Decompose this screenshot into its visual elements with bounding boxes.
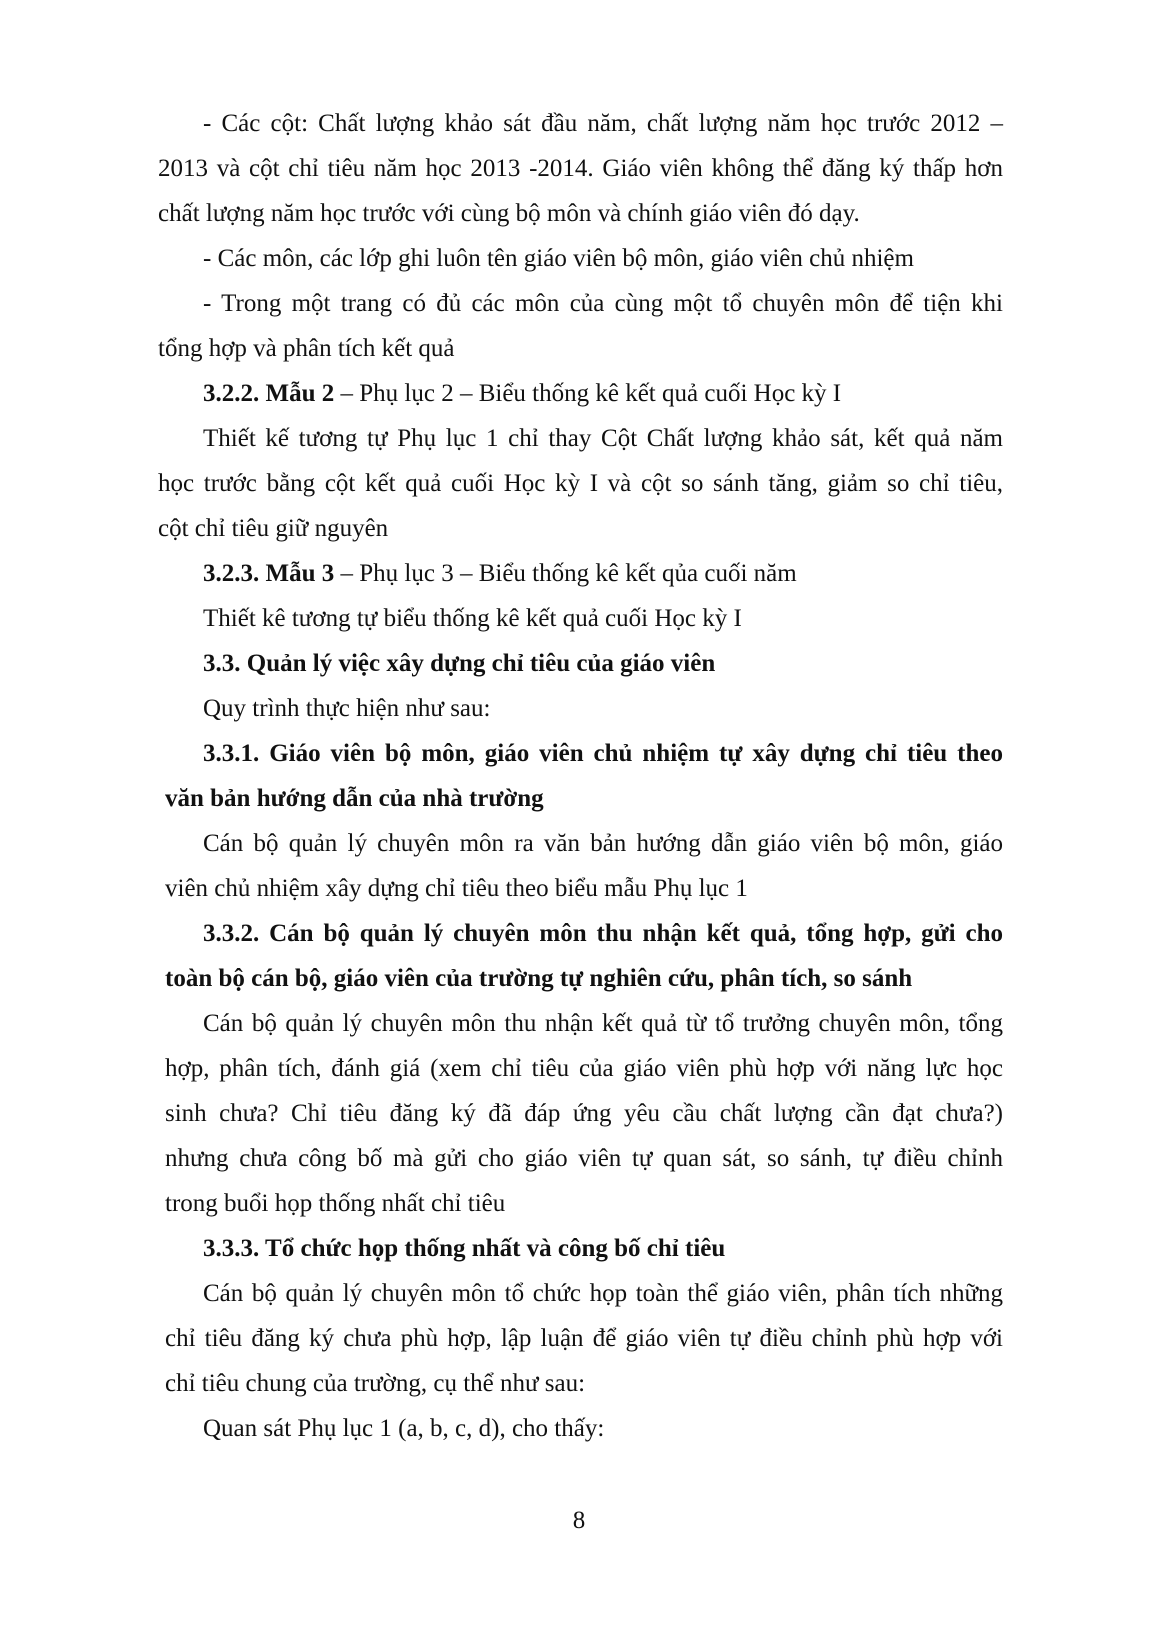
paragraph-line: Cán bộ quản lý chuyên môn ra văn bản hướng dẫn giáo viên bộ môn, giáo (203, 830, 1003, 857)
paragraph-line: trong buổi họp thống nhất chỉ tiêu (165, 1190, 506, 1217)
heading-rest: – Phụ lục 2 – Biểu thống kê kết quả cuối Học kỳ I (334, 380, 842, 407)
paragraph-line: hợp, phân tích, đánh giá (xem chỉ tiêu của giáo viên phù hợp với năng lực học (165, 1055, 1003, 1082)
paragraph-line: chất lượng năm học trước với cùng bộ môn và chính giáo viên đó dạy. (158, 200, 860, 227)
paragraph-line: Quan sát Phụ lục 1 (a, b, c, d), cho thấy: (203, 1415, 605, 1442)
paragraph-line: Thiết kê tương tự biểu thống kê kết quả cuối Học kỳ I (203, 605, 742, 632)
heading-bold: 3.2.2. Mẫu 2 (203, 380, 335, 407)
paragraph-line: Cán bộ quản lý chuyên môn tổ chức họp toàn thể giáo viên, phân tích những (203, 1280, 1003, 1307)
section-heading-3-3-2-cont: toàn bộ cán bộ, giáo viên của trường tự nghiên cứu, phân tích, so sánh (165, 965, 913, 992)
paragraph-line: Cán bộ quản lý chuyên môn thu nhận kết quả từ tổ trưởng chuyên môn, tổng (203, 1010, 1003, 1037)
paragraph-line: - Trong một trang có đủ các môn của cùng một tổ chuyên môn để tiện khi (203, 290, 1003, 317)
paragraph-line: chỉ tiêu đăng ký chưa phù hợp, lập luận để giáo viên tự điều chỉnh phù hợp với (165, 1325, 1003, 1352)
heading-rest: – Phụ lục 3 – Biểu thống kê kết qủa cuối năm (334, 560, 797, 587)
paragraph-line: chỉ tiêu chung của trường, cụ thể như sau: (165, 1370, 586, 1397)
paragraph-line: - Các cột: Chất lượng khảo sát đầu năm, chất lượng năm học trước 2012 – (203, 110, 1003, 137)
paragraph-line: viên chủ nhiệm xây dựng chỉ tiêu theo biểu mẫu Phụ lục 1 (165, 875, 748, 902)
paragraph-line: sinh chưa? Chỉ tiêu đăng ký đã đáp ứng yêu cầu chất lượng cần đạt chưa?) (165, 1100, 1003, 1127)
paragraph-line: 2013 và cột chỉ tiêu năm học 2013 -2014. Giáo viên không thể đăng ký thấp hơn (158, 155, 1003, 182)
section-heading-3-3-2: 3.3.2. Cán bộ quản lý chuyên môn thu nhận kết quả, tổng hợp, gửi cho (203, 920, 1003, 947)
section-heading-3-3-3: 3.3.3. Tổ chức họp thống nhất và công bố chỉ tiêu (203, 1235, 726, 1262)
page-number: 8 (572, 1507, 586, 1534)
section-heading-3-2-2 (203, 378, 841, 410)
heading-bold: 3.2.3. Mẫu 3 (203, 560, 335, 587)
section-heading-3-3-1: 3.3.1. Giáo viên bộ môn, giáo viên chủ nhiệm tự xây dựng chỉ tiêu theo (203, 740, 1003, 767)
section-heading-3-3-1-cont: văn bản hướng dẫn của nhà trường (165, 785, 544, 812)
section-heading-3-2-3 (203, 558, 797, 590)
paragraph-line: cột chỉ tiêu giữ nguyên (158, 515, 389, 542)
paragraph-line: Quy trình thực hiện như sau: (203, 695, 491, 722)
paragraph-line: học trước bằng cột kết quả cuối Học kỳ I và cột so sánh tăng, giảm so chỉ tiêu, (158, 470, 1003, 497)
paragraph-line: Thiết kế tương tự Phụ lục 1 chỉ thay Cột Chất lượng khảo sát, kết quả năm (203, 425, 1003, 452)
section-heading-3-3: 3.3. Quản lý việc xây dựng chỉ tiêu của giáo viên (203, 650, 716, 677)
paragraph-line: nhưng chưa công bố mà gửi cho giáo viên tự quan sát, so sánh, tự điều chỉnh (165, 1145, 1003, 1172)
paragraph-line: - Các môn, các lớp ghi luôn tên giáo viên bộ môn, giáo viên chủ nhiệm (203, 245, 914, 272)
paragraph-line: tổng hợp và phân tích kết quả (158, 335, 455, 362)
